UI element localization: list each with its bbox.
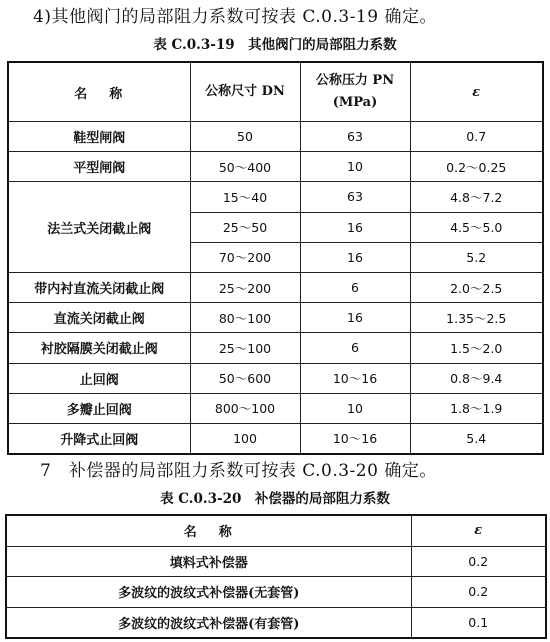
row-eps: 0.2～0.25 — [410, 152, 543, 182]
header-pn — [300, 62, 410, 122]
valve-resistance-table — [7, 61, 544, 455]
table-title-compensators: 表 C.0.3-20 补偿器的局部阻力系数 — [160, 491, 390, 507]
header-epsilon: ε — [410, 62, 543, 122]
row-dn: 50～600 — [190, 363, 300, 393]
row-eps: 0.8～9.4 — [410, 363, 543, 393]
row-eps: 4.5～5.0 — [410, 212, 543, 242]
row-eps: 2.0～2.5 — [410, 272, 543, 302]
row-name: 止回阀 — [8, 363, 190, 393]
row-name: 法兰式关闭截止阀 — [8, 182, 190, 273]
table-header-row — [8, 62, 543, 122]
row-eps: 1.35～2.5 — [410, 303, 543, 333]
row-pn: 16 — [300, 212, 410, 242]
row-eps: 0.7 — [410, 122, 543, 152]
table-row — [8, 152, 543, 182]
row-dn: 50 — [190, 122, 300, 152]
table-row — [6, 607, 546, 638]
header-name: 名称 — [8, 62, 190, 122]
row-dn: 50～400 — [190, 152, 300, 182]
table-row — [8, 393, 543, 423]
row-name: 多瓣止回阀 — [8, 393, 190, 423]
row-dn: 15～40 — [190, 182, 300, 212]
row-name: 直流关闭截止阀 — [8, 303, 190, 333]
row-eps: 1.5～2.0 — [410, 333, 543, 363]
row-name: 平型闸阀 — [8, 152, 190, 182]
row-name: 多波纹的波纹式补偿器(无套管) — [6, 577, 411, 608]
row-dn: 800～100 — [190, 393, 300, 423]
table-row — [8, 122, 543, 152]
table-row — [6, 577, 546, 608]
row-pn: 10 — [300, 152, 410, 182]
row-pn: 10 — [300, 393, 410, 423]
row-pn: 6 — [300, 272, 410, 302]
row-eps: 4.8～7.2 — [410, 182, 543, 212]
header-dn: 公称尺寸 DN — [190, 62, 300, 122]
row-eps: 0.2 — [411, 546, 546, 577]
header-epsilon: ε — [411, 515, 546, 546]
row-eps: 0.2 — [411, 577, 546, 608]
section-heading-valves: 4)其他阀门的局部阻力系数可按表 C.0.3-19 确定。 — [33, 7, 437, 27]
table-row — [8, 423, 543, 454]
table-row — [8, 303, 543, 333]
row-dn: 70～200 — [190, 242, 300, 272]
row-pn: 16 — [300, 303, 410, 333]
header-pn-line2: (MPa) — [332, 95, 378, 110]
row-pn: 10～16 — [300, 363, 410, 393]
row-eps: 0.1 — [411, 607, 546, 638]
row-eps: 5.2 — [410, 242, 543, 272]
row-name: 衬胶隔膜关闭截止阀 — [8, 333, 190, 363]
row-name: 鞋型闸阀 — [8, 122, 190, 152]
row-pn: 10～16 — [300, 423, 410, 454]
row-dn: 25～100 — [190, 333, 300, 363]
table-row — [8, 363, 543, 393]
row-pn: 16 — [300, 242, 410, 272]
header-name: 名称 — [6, 515, 411, 546]
row-name: 填料式补偿器 — [6, 546, 411, 577]
row-dn: 100 — [190, 423, 300, 454]
row-eps: 5.4 — [410, 423, 543, 454]
row-pn: 63 — [300, 182, 410, 212]
row-pn: 63 — [300, 122, 410, 152]
row-name: 多波纹的波纹式补偿器(有套管) — [6, 607, 411, 638]
table-row — [6, 546, 546, 577]
table-title-valves: 表 C.0.3-19 其他阀门的局部阻力系数 — [153, 37, 397, 53]
row-eps: 1.8～1.9 — [410, 393, 543, 423]
row-dn: 25～50 — [190, 212, 300, 242]
table-header-row — [6, 515, 546, 546]
row-name: 升降式止回阀 — [8, 423, 190, 454]
table-row — [8, 333, 543, 363]
row-dn: 25～200 — [190, 272, 300, 302]
table-row — [8, 272, 543, 302]
header-pn-line1: 公称压力 PN — [315, 73, 395, 88]
compensator-resistance-table — [5, 514, 547, 639]
section-heading-compensators: 7 补偿器的局部阻力系数可按表 C.0.3-20 确定。 — [40, 461, 437, 481]
row-pn: 6 — [300, 333, 410, 363]
row-dn: 80～100 — [190, 303, 300, 333]
table-row — [8, 182, 543, 212]
row-name: 带内衬直流关闭截止阀 — [8, 272, 190, 302]
